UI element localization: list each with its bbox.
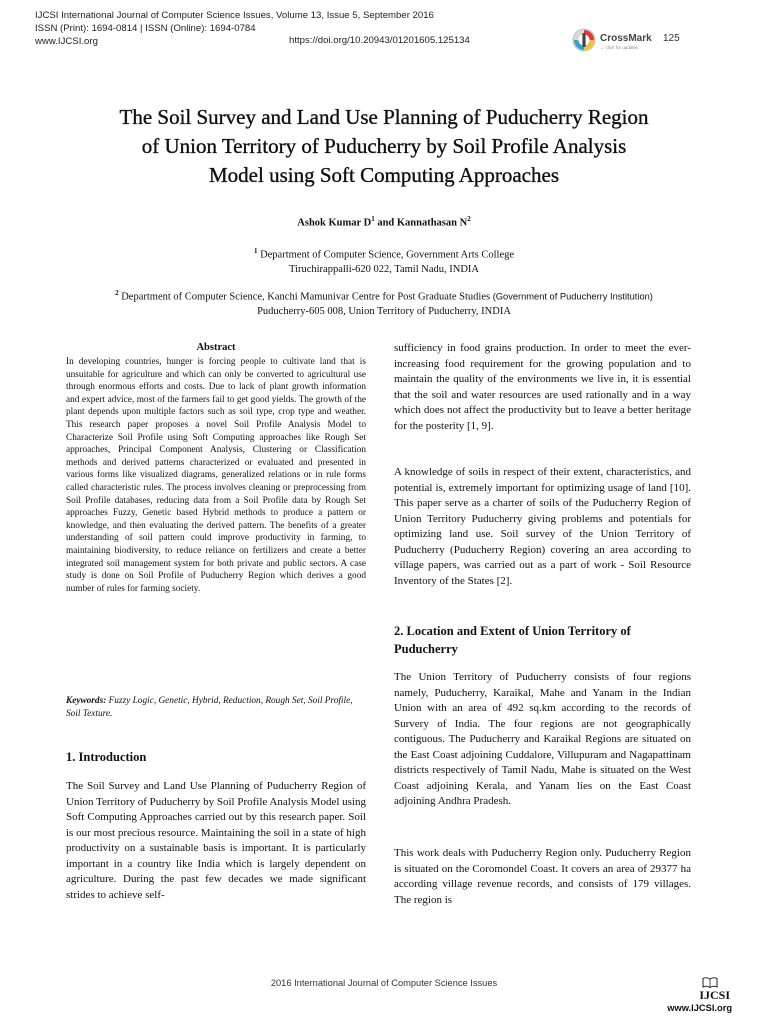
body-paragraph: The Union Territory of Puducherry consists of four regions namely, Puducherry, Karaikal, Mahe and Yanam in the Indian Union with an area of 492 sq.km according to the records of Survery of India. The four regions are not geographically contiguous. The Puducherry and Karaikal Regions are situated on the East Coast adjoining Cuddalore, Villupuram and Nagapattinam districts respectively of Tamil Nadu, Mahe is situated on the West Coast adjoining Kerala, and Yanam lies on the East Coast adjoining Andhra Pradesh. bbox=[394, 671, 691, 807]
footer-brand: IJCSI bbox=[699, 988, 730, 1002]
title-line: of Union Territory of Puducherry by Soil Profile Analysis bbox=[141, 134, 627, 158]
page-number: 125 bbox=[663, 33, 680, 44]
journal-line: IJCSI International Journal of Computer Science Issues, Volume 13, Issue 5, September 2016 bbox=[35, 10, 434, 21]
title-line: The Soil Survey and Land Use Planning of Puducherry Region bbox=[119, 105, 649, 129]
author-conjunction: and bbox=[377, 217, 395, 229]
journal-website-link[interactable]: www.IJCSI.org bbox=[35, 36, 98, 47]
author-name: Ashok Kumar D bbox=[297, 217, 372, 229]
affiliation-marker: 2 bbox=[115, 289, 119, 297]
affiliation-marker: 1 bbox=[253, 247, 258, 255]
affiliation-line: Puducherry-605 008, Union Territory of Puducherry, INDIA bbox=[257, 305, 511, 317]
affiliation-institution-note: (Government of Puducherry Institution) bbox=[492, 291, 653, 302]
affiliation-line: Department of Computer Science, Government Arts College bbox=[260, 249, 515, 261]
introduction-text: The Soil Survey and Land Use Planning of Puducherry Region of Union Territory of Puducherry by Soil Profile Analysis Model using Soft Computing Approaches carried out by this research paper. Soil is our most precious resource. Maintaining the soil in a state of high productivity on a sustainable basis is important. It is particularly important in a country like India which is largely dependent on agriculture. During the past few decades we made significant strides to achieve self- bbox=[66, 780, 366, 901]
body-paragraph: sufficiency in food grains production. In order to meet the ever-increasing food requirement for the growing population and to maintain the quality of the environments we live in, it is essential that the soil and water resources are used rationally and in a way which does not affect the productivity but to leave a better heritage for the posterity [1, 9]. bbox=[394, 342, 691, 432]
keywords-text: Fuzzy Logic, Genetic, Hybrid, Reduction, Rough Set, Soil Profile, Soil Texture. bbox=[66, 696, 353, 719]
crossmark-icon bbox=[572, 28, 596, 52]
section-heading-location: 2. Location and Extent of Union Territory of Puducherry bbox=[394, 624, 631, 656]
body-paragraph: A knowledge of soils in respect of their extent, characteristics, and potential is, extremely important for optimizing usage of land [10]. This paper serve as a charter of soils of the Puducherry Region of Union Territory Puducherry giving problems and potentials for optimizing land use. Soil survey of the Union Territory of Puducherry (Puducherry Region) covering an area according to village papers, was carried out as a part of work - Soil Resource Inventory of the States [2]. bbox=[394, 466, 691, 587]
section-heading-introduction: 1. Introduction bbox=[66, 750, 147, 764]
author-name: Kannathasan N bbox=[396, 217, 468, 229]
crossmark-label: CrossMark bbox=[600, 33, 652, 44]
footer-copyright: 2016 International Journal of Computer Science Issues bbox=[270, 978, 498, 988]
keywords bbox=[66, 695, 366, 721]
affiliation-line: Tiruchirappalli-620 022, Tamil Nadu, INDIA bbox=[289, 263, 479, 275]
keywords-label: Keywords: bbox=[66, 696, 107, 706]
paper-title bbox=[40, 103, 728, 190]
author-superscript: 1 bbox=[371, 215, 375, 223]
author-superscript: 2 bbox=[467, 215, 471, 223]
author-list bbox=[0, 215, 768, 229]
affiliation-1 bbox=[0, 244, 768, 277]
footer-website-link[interactable]: www.IJCSI.org bbox=[667, 1003, 732, 1013]
footer-logo bbox=[652, 977, 732, 1017]
abstract-text: In developing countries, hunger is forcing people to cultivate land that is unsuitable for agriculture and which can only be converted to agricultural use through enormous efforts and costs. Due to lack of plant growth information and expert advice, most of the farmers fail to get good yields. The growth of the plant depends upon multiple factors such as soil type, crop type and weather. This research paper proposes a novel Soil Profile Analysis Model to Characterize Soil Profile using Soft Computing approaches like Rough Set approaches, Principal Component Analysis, Clustering or Classification methods and derived patterns characterized or evaluated and presented in various forms like visualized diagrams, generalized relations or in rule forms called characteristic rules. The process involves cleaning or preprocessing from Soil Profile databases, reducing data from a Soil Profile data by Rough Set approaches Fuzzy, Genetic based Hybrid methods to produce a pattern or knowledge, and then evaluating the derived pattern. The benefits of a greater understanding of soil pattern could improve productivity in farming, to maintaining biodiversity, to reduce reliance on fertilizers and create a better integrated soil management system for both private and public sectors. A case study is done on Soil Profile of Puducherry Region which derives a good number of rules for farming society. bbox=[66, 357, 366, 594]
affiliation-line: Department of Computer Science, Kanchi Mamunivar Centre for Post Graduate Studies bbox=[121, 291, 491, 303]
title-line: Model using Soft Computing Approaches bbox=[209, 163, 559, 187]
affiliation-2 bbox=[0, 286, 768, 319]
body-paragraph: This work deals with Puducherry Region only. Puducherry Region is situated on the Coromondel Coast. It covers an area of 29377 ha according village revenue records, and consists of 179 villages. The region is bbox=[394, 847, 691, 906]
crossmark-badge[interactable] bbox=[572, 28, 652, 58]
crossmark-sublabel: ← click for updates bbox=[600, 45, 639, 50]
abstract-heading: Abstract bbox=[196, 342, 236, 353]
open-book-icon bbox=[702, 977, 718, 988]
issn-line: ISSN (Print): 1694-0814 | ISSN (Online): 1694-0784 bbox=[35, 23, 256, 34]
doi-link[interactable]: https://doi.org/10.20943/01201605.125134 bbox=[289, 35, 470, 46]
